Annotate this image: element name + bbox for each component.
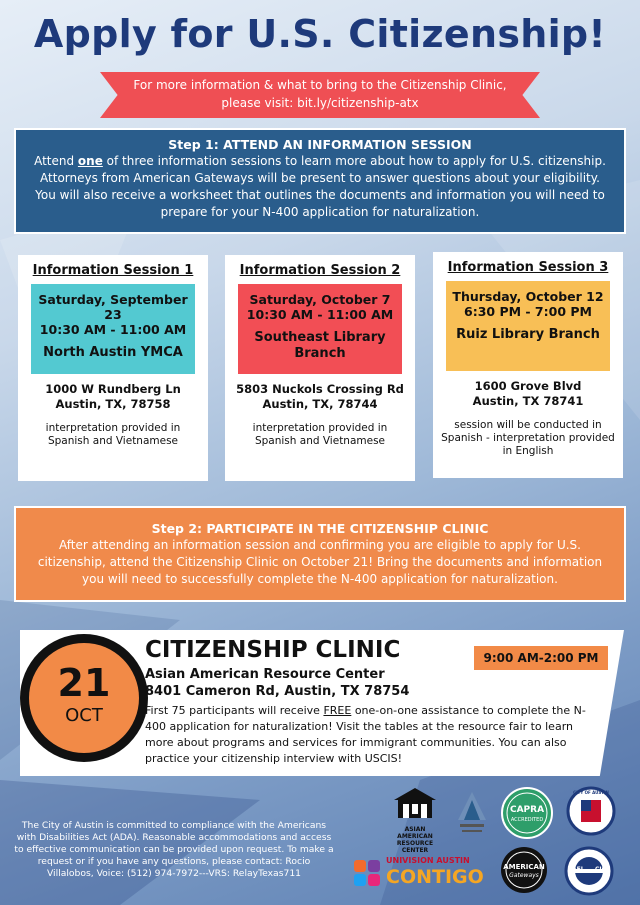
american-label: AMERICAN xyxy=(503,863,545,871)
step1-title: Step 1: ATTEND AN INFORMATION SESSION xyxy=(168,137,472,152)
free-emphasis: FREE xyxy=(323,704,352,717)
clinic-address: 8401 Cameron Rd, Austin, TX 78754 xyxy=(145,684,410,699)
clinic-month: OCT xyxy=(65,705,103,726)
afl-label: AFL xyxy=(572,866,585,873)
session-highlight xyxy=(446,281,610,371)
session-title: Information Session 1 xyxy=(32,263,194,278)
city-of-austin-seal xyxy=(566,786,616,836)
session-card-2 xyxy=(225,255,415,481)
clinic-day: 21 xyxy=(57,661,111,705)
univision-label: UNIVISION AUSTIN xyxy=(386,856,470,865)
banner-line-2[interactable]: please visit: bit.ly/citizenship-atx xyxy=(221,96,419,110)
session-time: 10:30 AM - 11:00 AM xyxy=(246,307,394,322)
contigo-label: CONTIGO xyxy=(386,866,484,888)
step2-box xyxy=(14,506,626,602)
session-note: interpretation provided in Spanish and Vietnamese xyxy=(45,422,181,447)
session-title: Information Session 3 xyxy=(447,260,609,275)
session-venue: North Austin YMCA xyxy=(43,345,183,360)
clinic-heading: CITIZENSHIP CLINIC xyxy=(145,637,401,663)
step1-body: Attend one of three information sessions to learn more about how to apply for U.S. citizenship. Attorneys from American Gateways will be present to answer questions about your eligibility. You will also receive a worksheet that outlines the documents and information you will need to prepare for your N-400 application for naturalization. xyxy=(34,154,606,219)
cio-label: CIO xyxy=(595,866,607,873)
session-venue: Ruiz Library Branch xyxy=(456,327,600,342)
session-time: 6:30 PM - 7:00 PM xyxy=(464,304,592,319)
ada-notice: The City of Austin is committed to compliance with the Americans with Disabilities Act (ADA). Reasonable accommodations and access to effective communication can be provided upon request. To make a request or if you have any questions, please contact: Rocio Villalobos, Voice: (512) 974-7972---VRS: RelayTexas711 xyxy=(14,820,334,879)
session-highlight xyxy=(238,284,402,374)
step1-emphasis: one xyxy=(77,154,103,168)
parks-logo xyxy=(452,790,492,836)
gateways-label: Gateways xyxy=(509,872,539,879)
session-note: session will be conducted in Spanish - interpretation provided in English xyxy=(441,419,615,457)
clinic-description: First 75 participants will receive FREE one-on-one assistance to complete the N-400 application for naturalization! Visit the tables at the resource fair to learn more about programs and services for immigrant communities. You can also practice your citizenship interview with USCIS! xyxy=(145,704,586,765)
session-title: Information Session 2 xyxy=(239,263,401,278)
clinic-venue: Asian American Resource Center xyxy=(145,667,385,682)
leaf-icon xyxy=(452,790,492,836)
session-date: Thursday, October 12 xyxy=(452,289,604,304)
page-title: Apply for U.S. Citizenship! xyxy=(33,12,607,56)
step1-box xyxy=(14,128,626,234)
session-date: Saturday, September 23 xyxy=(38,292,188,322)
capra-label: CAPRA xyxy=(509,805,545,815)
session-address: 1000 W Rundberg Ln Austin, TX, 78758 xyxy=(45,382,181,411)
clinic-time-badge: 9:00 AM-2:00 PM xyxy=(474,646,608,670)
session-card-3 xyxy=(433,252,623,478)
city-label: CITY OF AUSTIN xyxy=(573,790,609,795)
session-venue: Southeast Library Branch xyxy=(254,330,386,361)
session-time: 10:30 AM - 11:00 AM xyxy=(39,322,187,337)
date-circle-inner xyxy=(29,643,139,753)
capra-logo xyxy=(500,786,554,840)
session-address: 1600 Grove Blvd Austin, TX 78741 xyxy=(472,379,584,408)
session-date: Saturday, October 7 xyxy=(249,292,391,307)
aarc-logo xyxy=(390,786,440,854)
capra-sublabel: ACCREDITED xyxy=(510,817,544,823)
session-highlight xyxy=(31,284,195,374)
univision-contigo-logo xyxy=(352,852,492,892)
banner-line-1: For more information & what to bring to the Citizenship Clinic, xyxy=(133,78,507,92)
info-banner-text xyxy=(110,76,530,112)
american-gateways-logo xyxy=(500,846,548,894)
building-icon xyxy=(390,786,440,822)
session-address: 5803 Nuckols Crossing Rd Austin, TX, 78744 xyxy=(236,382,404,411)
aarc-label: ASIAN AMERICAN RESOURCE CENTER xyxy=(396,826,434,854)
afl-cio-logo xyxy=(564,846,614,896)
step2-body: After attending an information session and confirming you are eligible to apply for U.S. citizenship, attend the Citizenship Clinic on October 21! Bring the documents and information you will need to successfully complete the N-400 application for naturalization. xyxy=(37,538,603,586)
step2-title: Step 2: PARTICIPATE IN THE CITIZENSHIP CLINIC xyxy=(151,521,489,536)
univision-icon xyxy=(352,858,382,888)
session-note: interpretation provided in Spanish and Vietnamese xyxy=(252,422,388,447)
session-card-1 xyxy=(18,255,208,481)
